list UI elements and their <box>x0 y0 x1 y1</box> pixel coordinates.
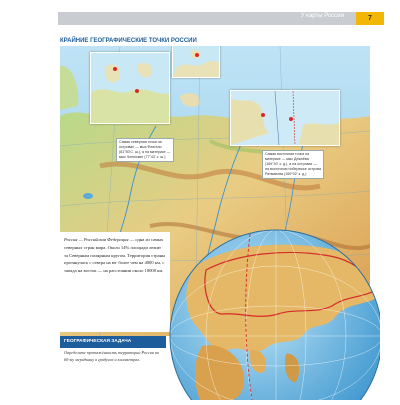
cape-fligeli-marker <box>113 67 117 71</box>
cape-chelyuskin-marker <box>135 89 139 93</box>
geography-task-heading: ГЕОГРАФИЧЕСКАЯ ЗАДАЧА <box>60 336 166 348</box>
page-header <box>58 12 384 25</box>
page-number-badge: 7 <box>356 12 384 25</box>
east-point-callout: Самая восточная точка на материке — мыс Дежнёва (169°40' з. д.), а на островах — на восточном побережье острова Ратманова (169°02' з. д.) <box>262 150 324 179</box>
north-point-callout: Самая северная точка на островах — мыс Флигели (81°50'С. ш.), а на материке — мыс Челюскин (77°43' с. ш.) <box>116 138 174 162</box>
globe-illustration <box>166 226 380 400</box>
page-header-title: У карты России <box>300 13 344 19</box>
cape-dezhnev-marker <box>261 113 265 117</box>
russia-description-body: — одна из самых северных стран мира. Около 14% площади лежит за Северным полярным кругом. Территория страны протянулась с севера на юг более чем на 4000 км, с запада на восток — на расстоянии около 10000 км. <box>64 237 166 274</box>
ratmanov-island-marker <box>289 117 293 121</box>
section-title: КРАЙНИЕ ГЕОГРАФИЧЕСКИЕ ТОЧКИ РОССИИ <box>60 38 197 44</box>
inset-point-marker <box>195 53 199 57</box>
geography-task-body: Определите протяжённость территории России по 60-му меридиану в градусах и километрах. <box>64 350 160 362</box>
globe-graphic <box>166 226 380 400</box>
inset-small-graphic <box>173 46 219 77</box>
inset-east-graphic <box>231 91 339 145</box>
inset-map-north <box>90 52 170 124</box>
inset-map-small <box>172 46 220 78</box>
russia-description-intro: Россия — Российская Федерация <box>64 237 129 242</box>
geography-task-box <box>60 336 166 373</box>
inset-north-graphic <box>91 53 169 123</box>
inset-map-east <box>230 90 340 146</box>
russia-description <box>64 236 166 275</box>
